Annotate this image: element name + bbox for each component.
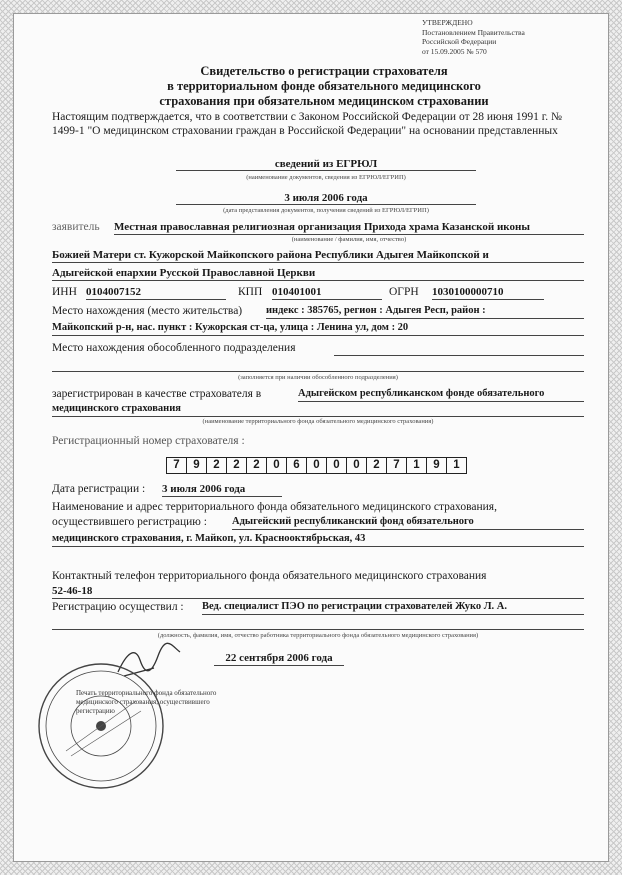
reg-digit: 0 [307, 458, 327, 473]
approval-line: УТВЕРЖДЕНО [422, 18, 473, 27]
phone-value: 52-46-18 [52, 584, 584, 599]
submission-date-value: 3 июля 2006 года [176, 192, 476, 205]
address-label: Место нахождения (место жительства) [52, 305, 243, 317]
official-seal [36, 661, 166, 791]
approval-line: от 15.09.2005 № 570 [422, 46, 487, 56]
issue-date: 22 сентября 2006 года [214, 651, 344, 666]
applicant-line-1: Местная православная религиозная организация Прихода храма Казанской иконы [114, 220, 584, 235]
seal-caption: Печать территориального фонда обязательного медицинского страхования, осуществившего регистрацию [76, 689, 217, 715]
branch-line-1 [334, 354, 584, 356]
reg-digit: 6 [287, 458, 307, 473]
registered-hint: (наименование территориального фонда обязательного медицинского страхования) [202, 418, 434, 425]
registrar-line [52, 628, 584, 630]
reg-number-label: Регистрационный номер страхователя : [52, 435, 245, 447]
registered-label: зарегистрирован в качестве страхователя в [52, 388, 262, 400]
fund-label-2: осуществившего регистрацию : [52, 516, 207, 528]
registrar-hint: (должность, фамилия, имя, отчество работника территориального фонда обязательного медицинского страхования) [157, 632, 479, 639]
branch-line-2 [52, 370, 584, 372]
ogrn-label: ОГРН [389, 286, 419, 298]
registrar-label: Регистрацию осуществил : [52, 601, 184, 613]
intro-paragraph: Настоящим подтверждается, что в соответствии с Законом Российской Федерации от 28 июня 1991 г. № 1499-1 "О медицинском страховании граждан в Российской Федерации" на основании представленных [52, 111, 562, 137]
inn-label: ИНН [52, 286, 77, 298]
reg-date-value: 3 июля 2006 года [162, 482, 282, 497]
applicant-hint: (наименование / фамилия, имя, отчество) [291, 236, 407, 243]
applicant-label: заявитель [52, 221, 100, 233]
phone-label: Контактный телефон территориального фонда обязательного медицинского страхования [52, 570, 487, 582]
approval-note [422, 18, 525, 56]
documents-hint: (наименование документов, сведения из ЕГРЮЛ/ЕГРИП) [246, 174, 406, 181]
document-title: Свидетельство о регистрации страхователя в территориальном фонде обязательного медицинского страхования при обязательном медицинском страховании [159, 64, 489, 108]
submission-date-hint: (дата представления документов, получения сведений из ЕГРЮЛ/ЕГРИП) [223, 207, 429, 214]
applicant-line-3: Адыгейской епархии Русской Православной Церкви [52, 266, 584, 281]
reg-number-boxes [166, 457, 467, 474]
approval-line: Российской Федерации [422, 37, 497, 46]
registered-value-2: медицинского страхования [52, 402, 584, 417]
address-line-1: индекс : 385765, регион : Адыгея Респ, район : [266, 304, 584, 319]
kpp-value: 010401001 [272, 285, 382, 300]
registrar-value: Вед. специалист ПЭО по регистрации страхователей Жуко Л. А. [202, 600, 584, 615]
reg-digit: 2 [367, 458, 387, 473]
reg-digit: 0 [347, 458, 367, 473]
reg-digit: 2 [227, 458, 247, 473]
branch-label: Место нахождения обособленного подразделения [52, 342, 296, 354]
inn-value: 0104007152 [86, 285, 226, 300]
certificate-sheet [14, 14, 608, 861]
documents-value: сведений из ЕГРЮЛ [176, 158, 476, 171]
applicant-line-2: Божией Матери ст. Кужорской Майкопского района Республики Адыгея Майкопской и [52, 248, 584, 263]
reg-digit: 9 [427, 458, 447, 473]
address-line-2: Майкопский р-н, нас. пункт : Кужорская ст-ца, улица : Ленина ул, дом : 20 [52, 321, 584, 336]
branch-hint: (заполняется при наличии обособленного подразделения) [238, 374, 398, 381]
reg-date-label: Дата регистрации : [52, 483, 146, 495]
reg-digit: 7 [387, 458, 407, 473]
reg-digit: 7 [167, 458, 187, 473]
reg-digit: 0 [327, 458, 347, 473]
reg-digit: 2 [247, 458, 267, 473]
kpp-label: КПП [238, 286, 263, 298]
ogrn-value: 1030100000710 [432, 285, 544, 300]
reg-digit: 9 [187, 458, 207, 473]
reg-digit: 2 [207, 458, 227, 473]
registered-value-1: Адыгейском республиканском фонде обязательного [298, 387, 584, 402]
reg-digit: 1 [407, 458, 427, 473]
reg-digit: 1 [453, 459, 460, 471]
reg-digit: 0 [267, 458, 287, 473]
approval-line: Постановлением Правительства [422, 27, 525, 37]
fund-value-2: медицинского страхования, г. Майкоп, ул. Краснооктябрьская, 43 [52, 532, 584, 547]
fund-label-1: Наименование и адрес территориального фонда обязательного медицинского страхования, [52, 501, 497, 513]
fund-value-1: Адыгейский республиканский фонд обязательного [232, 515, 584, 530]
